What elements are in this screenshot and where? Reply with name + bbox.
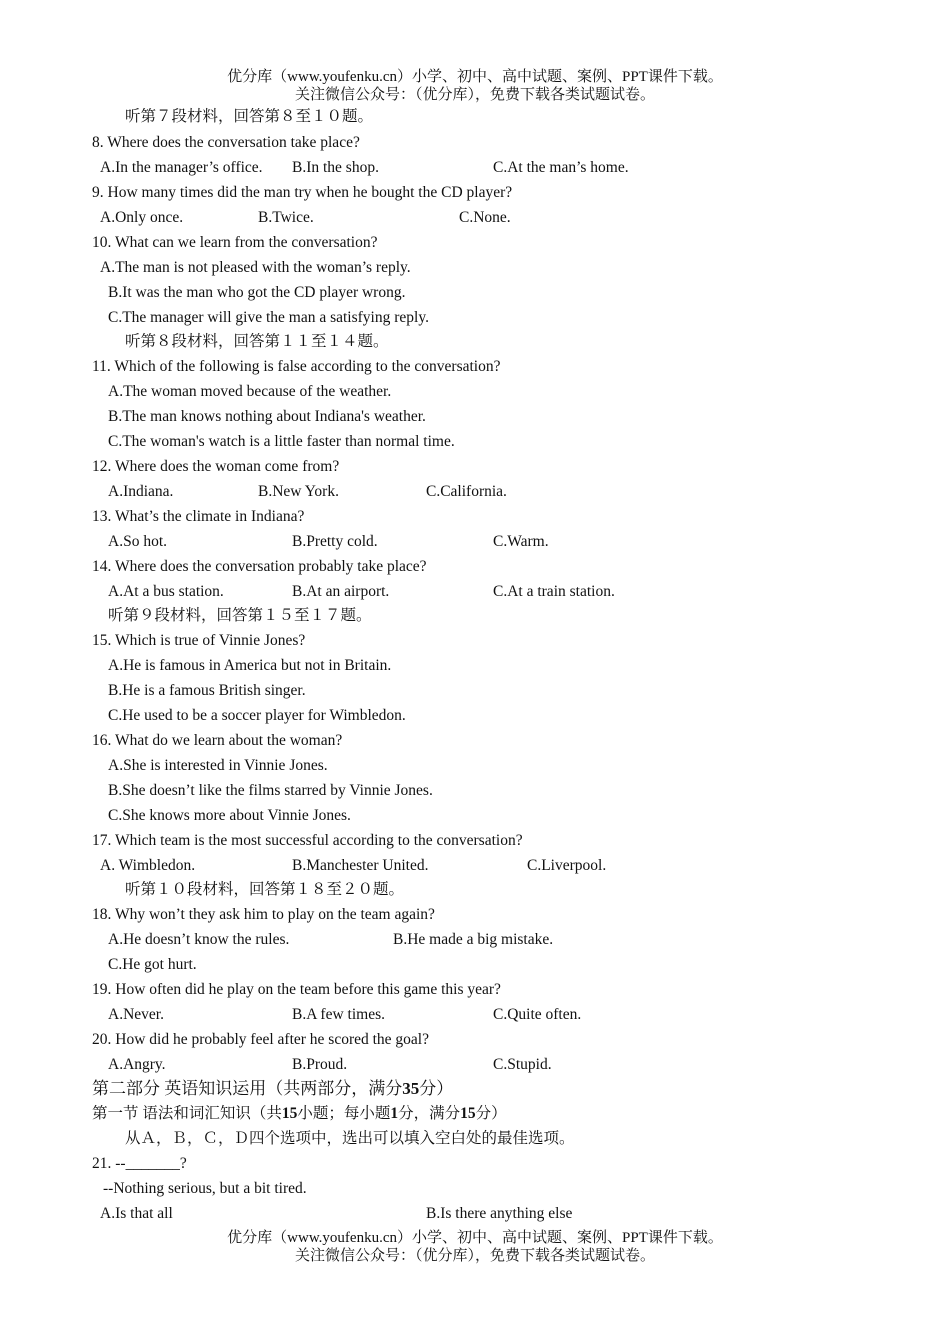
page-header bbox=[0, 68, 950, 104]
question-21-option-b: B.Is there anything else bbox=[426, 1205, 573, 1222]
question-20-option-b: B.Proud. bbox=[292, 1056, 348, 1073]
section-1-title-post: 分） bbox=[475, 1105, 507, 1122]
question-8-option-b: B.In the shop. bbox=[292, 159, 379, 176]
question-14-option-b: B.At an airport. bbox=[292, 583, 390, 600]
question-12-stem: 12. Where does the woman come from? bbox=[92, 458, 340, 475]
question-11-option-c: C.The woman's watch is a little faster than normal time. bbox=[108, 433, 455, 450]
page-footer bbox=[0, 1229, 950, 1265]
question-12-option-a: A.Indiana. bbox=[108, 483, 174, 500]
passage-7-instruction: 听第７段材料，回答第８至１０题。 bbox=[125, 108, 374, 125]
part-2-title-pre: 第二部分 英语知识运用（共两部分，满分 bbox=[92, 1079, 403, 1098]
question-8-option-a: A.In the manager’s office. bbox=[100, 159, 263, 176]
question-16-stem: 16. What do we learn about the woman? bbox=[92, 732, 343, 749]
question-8-option-c: C.At the man’s home. bbox=[493, 159, 629, 176]
question-10-stem: 10. What can we learn from the conversation? bbox=[92, 234, 378, 251]
header-line-1: 优分库（www.youfenku.cn）小学、初中、高中试题、案例、PPT课件下载。 bbox=[227, 69, 723, 85]
question-21-stem: 21. --_______? bbox=[92, 1155, 187, 1172]
passage-8-instruction: 听第８段材料，回答第１１至１４题。 bbox=[125, 333, 389, 350]
footer-line-1: 优分库（www.youfenku.cn）小学、初中、高中试题、案例、PPT课件下载。 bbox=[227, 1230, 723, 1246]
question-19-option-a: A.Never. bbox=[108, 1006, 164, 1023]
question-15-option-c: C.He used to be a soccer player for Wimbledon. bbox=[108, 707, 406, 724]
question-12-option-b: B.New York. bbox=[258, 483, 339, 500]
question-15-stem: 15. Which is true of Vinnie Jones? bbox=[92, 632, 306, 649]
question-17-stem: 17. Which team is the most successful according to the conversation? bbox=[92, 832, 523, 849]
passage-9-instruction: 听第９段材料，回答第１５至１７题。 bbox=[108, 607, 372, 624]
question-12-option-c: C.California. bbox=[426, 483, 507, 500]
question-21-reply: --Nothing serious, but a bit tired. bbox=[103, 1180, 307, 1197]
question-19-stem: 19. How often did he play on the team before this game this year? bbox=[92, 981, 501, 998]
question-11-option-a: A.The woman moved because of the weather. bbox=[108, 383, 392, 400]
question-10-option-a: A.The man is not pleased with the woman’s reply. bbox=[100, 259, 411, 276]
passage-10-instruction: 听第１０段材料，回答第１８至２０题。 bbox=[125, 881, 405, 898]
question-14-option-c: C.At a train station. bbox=[493, 583, 615, 600]
question-18-stem: 18. Why won’t they ask him to play on the team again? bbox=[92, 906, 435, 923]
question-15-option-b: B.He is a famous British singer. bbox=[108, 682, 306, 699]
question-14-option-a: A.At a bus station. bbox=[108, 583, 224, 600]
question-11-stem: 11. Which of the following is false according to the conversation? bbox=[92, 358, 501, 375]
section-1-title-pre: 第一节 语法和词汇知识（共 bbox=[92, 1105, 282, 1122]
question-20-stem: 20. How did he probably feel after he scored the goal? bbox=[92, 1031, 429, 1048]
question-9-stem: 9. How many times did the man try when he bought the CD player? bbox=[92, 184, 513, 201]
question-13-option-a: A.So hot. bbox=[108, 533, 167, 550]
question-18-option-a: A.He doesn’t know the rules. bbox=[108, 931, 290, 948]
question-17-option-b: B.Manchester United. bbox=[292, 857, 429, 874]
question-17-option-c: C.Liverpool. bbox=[527, 857, 607, 874]
question-20-option-c: C.Stupid. bbox=[493, 1056, 552, 1073]
question-10-option-c: C.The manager will give the man a satisfying reply. bbox=[108, 309, 429, 326]
section-1-title bbox=[92, 1104, 507, 1124]
question-15-option-a: A.He is famous in America but not in Britain. bbox=[108, 657, 392, 674]
question-17-option-a: A. Wimbledon. bbox=[100, 857, 196, 874]
section-1-title-mid2: 分，满分 bbox=[398, 1105, 461, 1122]
question-11-option-b: B.The man knows nothing about Indiana's weather. bbox=[108, 408, 426, 425]
question-14-stem: 14. Where does the conversation probably take place? bbox=[92, 558, 427, 575]
header-line-2: 关注微信公众号：（优分库），免费下载各类试题试卷。 bbox=[294, 87, 655, 103]
question-13-option-c: C.Warm. bbox=[493, 533, 549, 550]
question-9-option-a: A.Only once. bbox=[100, 209, 184, 226]
question-19-option-c: C.Quite often. bbox=[493, 1006, 582, 1023]
question-9-option-b: B.Twice. bbox=[258, 209, 314, 226]
part-2-title bbox=[92, 1079, 453, 1099]
footer-line-2: 关注微信公众号：（优分库），免费下载各类试题试卷。 bbox=[294, 1248, 655, 1264]
question-13-stem: 13. What’s the climate in Indiana? bbox=[92, 508, 305, 525]
section-1-instruction: 从Ａ，Ｂ，Ｃ，Ｄ四个选项中，选出可以填入空白处的最佳选项。 bbox=[125, 1130, 575, 1147]
section-1-total: 15 bbox=[460, 1105, 476, 1122]
question-16-option-b: B.She doesn’t like the films starred by Vinnie Jones. bbox=[108, 782, 433, 799]
question-18-option-c: C.He got hurt. bbox=[108, 956, 197, 973]
part-2-title-post: 分） bbox=[419, 1079, 454, 1098]
question-20-option-a: A.Angry. bbox=[108, 1056, 166, 1073]
question-16-option-a: A.She is interested in Vinnie Jones. bbox=[108, 757, 328, 774]
question-18-option-b: B.He made a big mistake. bbox=[393, 931, 554, 948]
part-2-title-score: 35 bbox=[402, 1079, 420, 1098]
question-10-option-b: B.It was the man who got the CD player wrong. bbox=[108, 284, 406, 301]
question-19-option-b: B.A few times. bbox=[292, 1006, 385, 1023]
section-1-per-item: 1 bbox=[390, 1105, 399, 1122]
question-21-option-a: A.Is that all bbox=[100, 1205, 173, 1222]
section-1-title-mid1: 小题；每小题 bbox=[297, 1105, 391, 1122]
question-16-option-c: C.She knows more about Vinnie Jones. bbox=[108, 807, 351, 824]
question-9-option-c: C.None. bbox=[459, 209, 511, 226]
question-8-stem: 8. Where does the conversation take place? bbox=[92, 134, 360, 151]
question-13-option-b: B.Pretty cold. bbox=[292, 533, 378, 550]
section-1-count: 15 bbox=[281, 1105, 298, 1122]
